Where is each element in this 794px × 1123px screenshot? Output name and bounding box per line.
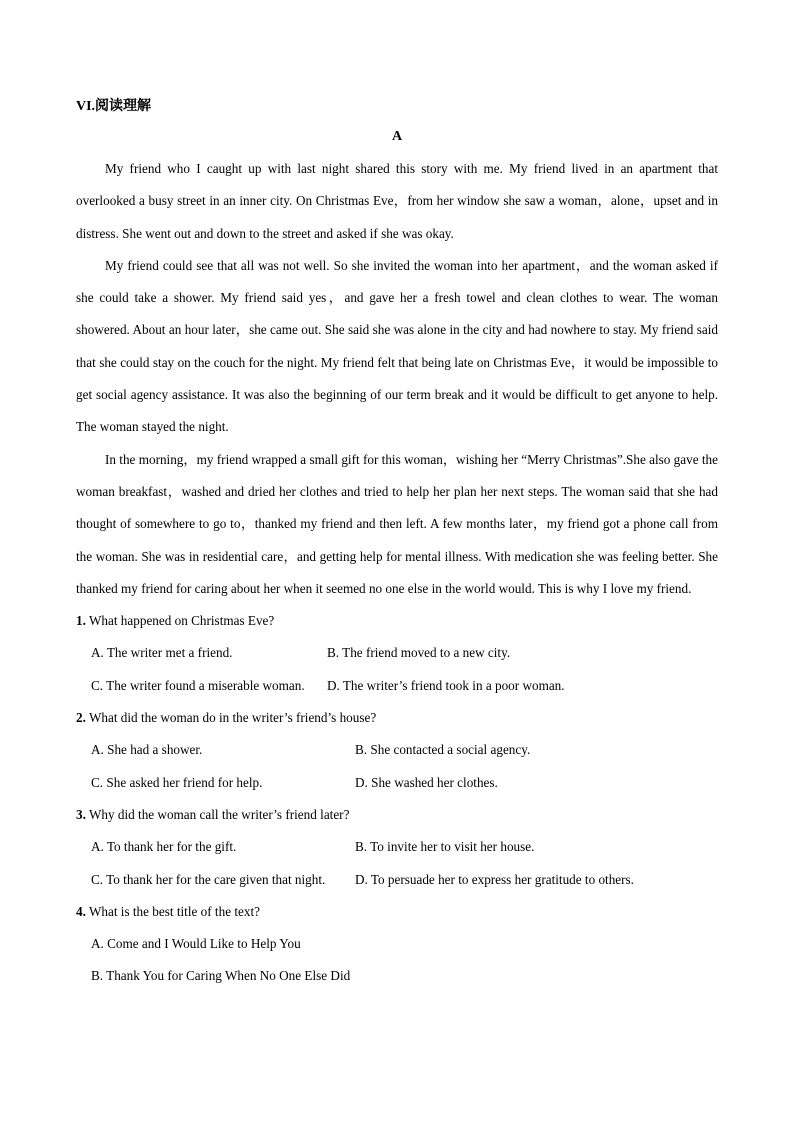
section-title: VI.阅读理解 <box>76 99 152 114</box>
question-stem <box>76 896 718 928</box>
option-row <box>76 767 718 799</box>
question-text: Why did the woman call the writer’s friend later? <box>85 806 350 822</box>
passage-paragraph-3: In the morning，my friend wrapped a small gift for this woman，wishing her “Merry Christmas”.She also gave the woman breakfast，washed and dried her clothes and tried to help her plan her next steps. The woman said that she had thought of somewhere to go to，thanked my friend and then left. A few months later，my friend got a phone call from the woman. She was in residential care，and getting help for mental illness. With medication she was feeling better. She thanked my friend for caring about her when it seemed no one else in the world would. This is why I love my friend. <box>76 451 718 596</box>
option-b: B. She contacted a social agency. <box>355 742 531 758</box>
option-b: B. Thank You for Caring When No One Else Did <box>91 968 351 984</box>
question-4 <box>76 896 718 993</box>
option-c: C. The writer found a miserable woman. <box>91 677 305 693</box>
question-stem <box>76 702 718 734</box>
question-number: 2. <box>76 710 86 726</box>
question-stem <box>76 799 718 831</box>
option-row <box>76 734 718 766</box>
question-3 <box>76 799 718 896</box>
question-number: 3. <box>76 806 86 822</box>
option-b: B. The friend moved to a new city. <box>327 645 511 661</box>
passage-paragraph-1: My friend who I caught up with last night shared this story with me. My friend lived in an apartment that overlooked a busy street in an inner city. On Christmas Eve，from her window she saw a woman，alone，upset and in distress. She went out and down to the street and asked if she was okay. <box>76 161 718 241</box>
option-a: A. Come and I Would Like to Help You <box>91 936 301 952</box>
option-row <box>76 960 718 992</box>
question-text: What did the woman do in the writer’s friend’s house? <box>85 710 377 726</box>
passage-label: A <box>391 129 403 144</box>
option-d: D. The writer’s friend took in a poor woman. <box>327 677 565 693</box>
option-row <box>76 670 718 702</box>
option-row <box>76 831 718 863</box>
option-d: D. To persuade her to express her gratitude to others. <box>355 871 634 887</box>
option-a: A. To thank her for the gift. <box>91 839 237 855</box>
option-d: D. She washed her clothes. <box>355 774 498 790</box>
question-2 <box>76 702 718 799</box>
question-stem <box>76 605 718 637</box>
worksheet-page <box>76 92 718 993</box>
question-text: What happened on Christmas Eve? <box>85 613 275 629</box>
option-a: A. She had a shower. <box>91 742 203 758</box>
option-row <box>76 864 718 896</box>
option-c: C. She asked her friend for help. <box>91 774 263 790</box>
passage-paragraph-2: My friend could see that all was not well. So she invited the woman into her apartment，and the woman asked if she could take a shower. My friend said yes，and gave her a fresh towel and clean clothes to wear. The woman showered. About an hour later，she came out. She said she was alone in the city and had nowhere to stay. My friend said that she could stay on the couch for the night. My friend felt that being late on Christmas Eve，it would be impossible to get social agency assistance. It was also the beginning of our term break and it would be difficult to get anyone to help. The woman stayed the night. <box>76 257 718 435</box>
option-a: A. The writer met a friend. <box>91 645 233 661</box>
option-row <box>76 928 718 960</box>
question-number: 4. <box>76 903 86 919</box>
question-number: 1. <box>76 613 86 629</box>
question-1 <box>76 605 718 702</box>
question-text: What is the best title of the text? <box>85 903 260 919</box>
option-c: C. To thank her for the care given that night. <box>91 871 326 887</box>
option-b: B. To invite her to visit her house. <box>355 839 535 855</box>
option-row <box>76 637 718 669</box>
